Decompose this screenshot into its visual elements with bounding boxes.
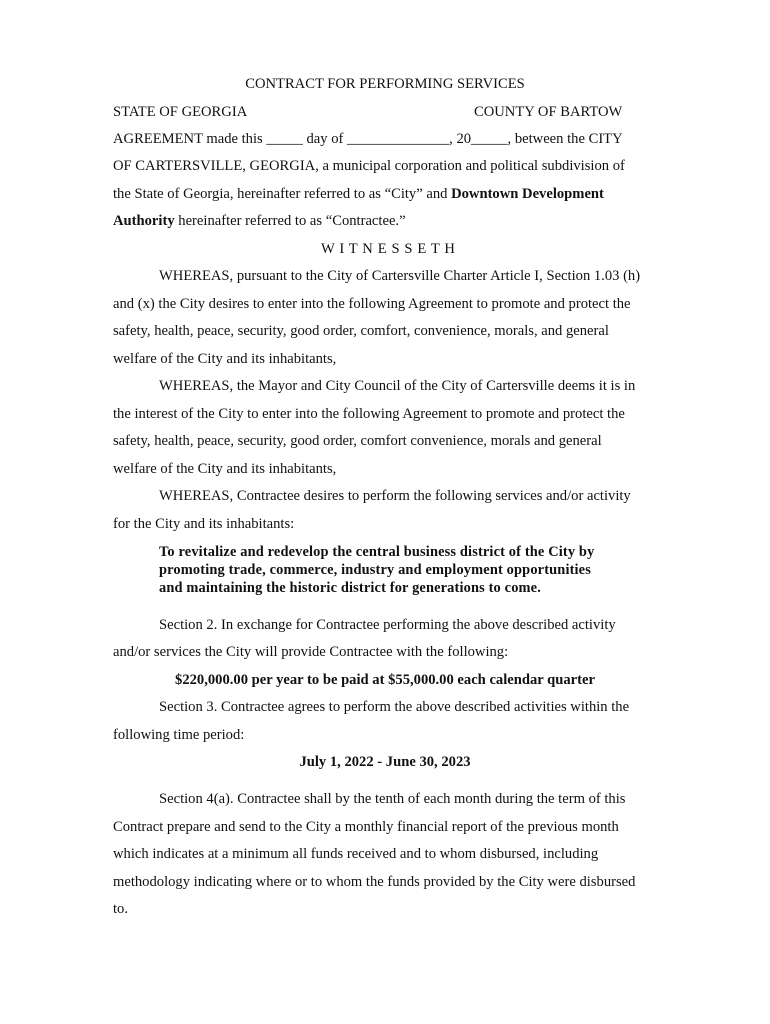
document-title: CONTRACT FOR PERFORMING SERVICES bbox=[245, 76, 525, 92]
whereas-2-line-2: the interest of the City to enter into the following Agreement to promote and protect the bbox=[113, 406, 625, 422]
whereas-2-line-4: welfare of the City and its inhabitants, bbox=[113, 461, 337, 477]
whereas-1-line-2: and (x) the City desires to enter into the following Agreement to promote and protect the bbox=[113, 296, 631, 312]
whereas-2-line-3: safety, health, peace, security, good order, comfort convenience, morals and general bbox=[113, 433, 602, 449]
services-line-3: and maintaining the historic district for generations to come. bbox=[159, 580, 541, 596]
agreement-line-3 bbox=[113, 185, 604, 203]
section-4a-line-3: which indicates at a minimum all funds received and to whom disbursed, including bbox=[113, 846, 599, 862]
agreement-line-3-text: the State of Georgia, hereinafter referred to as “City” and bbox=[113, 186, 452, 202]
witnesseth-heading: W I T N E S S E T H bbox=[321, 241, 456, 257]
agreement-line-2: OF CARTERSVILLE, GEORGIA, a municipal corporation and political subdivision of bbox=[113, 158, 625, 174]
whereas-3-line-1: WHEREAS, Contractee desires to perform the following services and/or activity bbox=[159, 488, 631, 504]
section-2-line-2: and/or services the City will provide Contractee with the following: bbox=[113, 644, 509, 660]
whereas-1-line-4: welfare of the City and its inhabitants, bbox=[113, 351, 337, 367]
whereas-1-line-3: safety, health, peace, security, good order, comfort, convenience, morals, and general bbox=[113, 323, 609, 339]
section-4a-line-4: methodology indicating where or to whom the funds provided by the City were disbursed bbox=[113, 874, 636, 890]
agreement-line-1: AGREEMENT made this _____ day of ______________, 20_____, between the CITY bbox=[113, 131, 623, 147]
contractee-name-part1: Downtown Development bbox=[451, 186, 604, 202]
section-4a-line-1: Section 4(a). Contractee shall by the tenth of each month during the term of this bbox=[159, 791, 626, 807]
services-line-1: To revitalize and redevelop the central business district of the City by bbox=[159, 544, 595, 560]
agreement-line-4 bbox=[113, 212, 406, 230]
services-line-2: promoting trade, commerce, industry and employment opportunities bbox=[159, 562, 591, 578]
contractee-name-part2: Authority bbox=[113, 213, 175, 229]
county-heading: COUNTY OF BARTOW bbox=[474, 104, 623, 120]
contract-period: July 1, 2022 - June 30, 2023 bbox=[299, 754, 471, 770]
agreement-line-4-text: hereinafter referred to as “Contractee.” bbox=[174, 213, 406, 229]
section-3-line-2: following time period: bbox=[113, 727, 245, 743]
section-2-line-1: Section 2. In exchange for Contractee performing the above described activity bbox=[159, 617, 616, 633]
whereas-1-line-1: WHEREAS, pursuant to the City of Cartersville Charter Article I, Section 1.03 (h) bbox=[159, 268, 641, 284]
state-heading: STATE OF GEORGIA bbox=[113, 104, 248, 120]
section-4a-line-5: to. bbox=[113, 901, 128, 917]
section-4a-line-2: Contract prepare and send to the City a monthly financial report of the previous month bbox=[113, 819, 619, 835]
payment-terms: $220,000.00 per year to be paid at $55,000.00 each calendar quarter bbox=[175, 672, 595, 688]
whereas-2-line-1: WHEREAS, the Mayor and City Council of the City of Cartersville deems it is in bbox=[159, 378, 636, 394]
section-3-line-1: Section 3. Contractee agrees to perform the above described activities within the bbox=[159, 699, 630, 715]
whereas-3-line-2: for the City and its inhabitants: bbox=[113, 516, 295, 532]
